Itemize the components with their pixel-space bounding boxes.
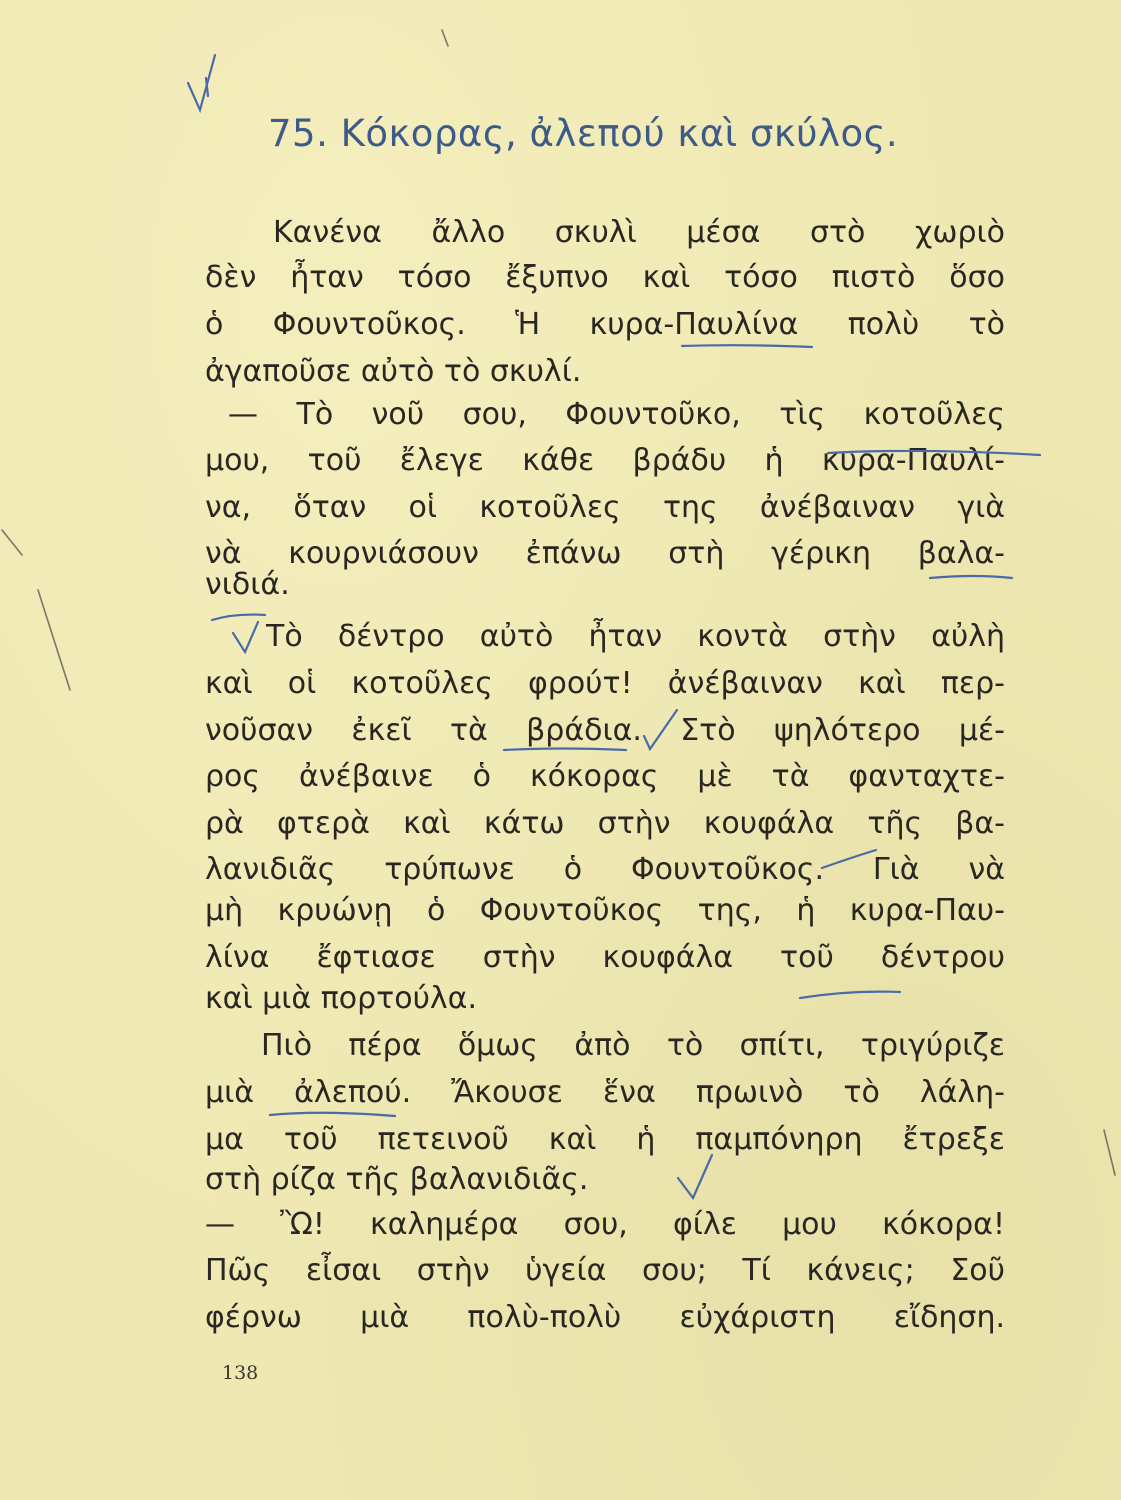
text-line: ρὰ φτερὰ καὶ κάτω στὴν κουφάλα τῆς βα- (205, 806, 1005, 841)
page-number: 138 (222, 1362, 259, 1384)
text-line: καὶ μιὰ πορτούλα. (205, 981, 477, 1016)
underline-mark (212, 615, 265, 620)
text-line: δὲν ἦταν τόσο ἔξυπνο καὶ τόσο πιστὸ ὅσο (205, 260, 1005, 295)
text-line: λίνα ἔφτιασε στὴν κουφάλα τοῦ δέντρου (205, 940, 1005, 975)
text-line: ἀγαποῦσε αὐτὸ τὸ σκυλί. (205, 354, 582, 389)
text-line: μα τοῦ πετεινοῦ καὶ ἡ παμπόνηρη ἔτρεξε (205, 1122, 1005, 1157)
text-line: ὁ Φουντοῦκος. Ἡ κυρα-Παυλίνα πολὺ τὸ (205, 307, 1005, 342)
text-line: ρος ἀνέβαινε ὁ κόκορας μὲ τὰ φανταχτε- (205, 759, 1005, 794)
text-line: — Ὢ! καλημέρα σου, φίλε μου κόκορα! (205, 1207, 1005, 1242)
text-line: καὶ οἱ κοτοῦλες φρούτ! ἀνέβαιναν καὶ περ- (205, 666, 1005, 701)
text-line: νιδιά. (205, 567, 290, 602)
text-line: μὴ κρυώνῃ ὁ Φουντοῦκος της, ἡ κυρα-Παυ- (205, 893, 1005, 928)
underline-mark (682, 345, 812, 347)
text-line: νὰ κουρνιάσουν ἐπάνω στὴ γέρικη βαλα- (205, 536, 1005, 571)
checkmark-mark (206, 78, 208, 96)
text-line: Πιὸ πέρα ὅμως ἀπὸ τὸ σπίτι, τριγύριζε (261, 1028, 1005, 1063)
underline-mark (270, 1113, 395, 1116)
chapter-title: 75. Κόκορας, ἀλεπού καὶ σκύλος. (268, 112, 899, 155)
text-line: — Τὸ νοῦ σου, Φουντοῦκο, τὶς κοτοῦλες (228, 397, 1005, 432)
text-line: μου, τοῦ ἔλεγε κάθε βράδυ ἡ κυρα-Παυλί- (205, 443, 1005, 478)
checkmark-mark (188, 55, 215, 110)
text-line: λανιδιᾶς τρύπωνε ὁ Φουντοῦκος. Γιὰ νὰ (205, 852, 1005, 887)
text-line: Τὸ δέντρο αὐτὸ ἦταν κοντὰ στὴν αὐλὴ (266, 619, 1005, 654)
margin-stroke (442, 30, 448, 46)
underline-mark (800, 992, 900, 998)
margin-stroke (2, 530, 22, 555)
text-line: στὴ ρίζα τῆς βαλανιδιᾶς. (205, 1162, 589, 1197)
checkmark-mark (678, 1155, 712, 1198)
text-line: να, ὅταν οἱ κοτοῦλες της ἀνέβαιναν γιὰ (205, 490, 1005, 525)
margin-stroke (1104, 1130, 1115, 1175)
margin-stroke (38, 590, 70, 690)
text-line: νοῦσαν ἐκεῖ τὰ βράδια. Στὸ ψηλότερο μέ- (205, 713, 1005, 748)
checkmark-mark (233, 622, 258, 652)
underline-mark (930, 576, 1012, 578)
text-line: μιὰ ἀλεπού. Ἄκουσε ἕνα πρωινὸ τὸ λάλη- (205, 1075, 1005, 1110)
text-line: φέρνω μιὰ πολὺ-πολὺ εὐχάριστη εἴδηση. (205, 1300, 1005, 1335)
text-line: Κανένα ἄλλο σκυλὶ μέσα στὸ χωριὸ (273, 215, 1005, 250)
text-line: Πῶς εἶσαι στὴν ὑγεία σου; Τί κάνεις; Σοῦ (205, 1253, 1005, 1288)
